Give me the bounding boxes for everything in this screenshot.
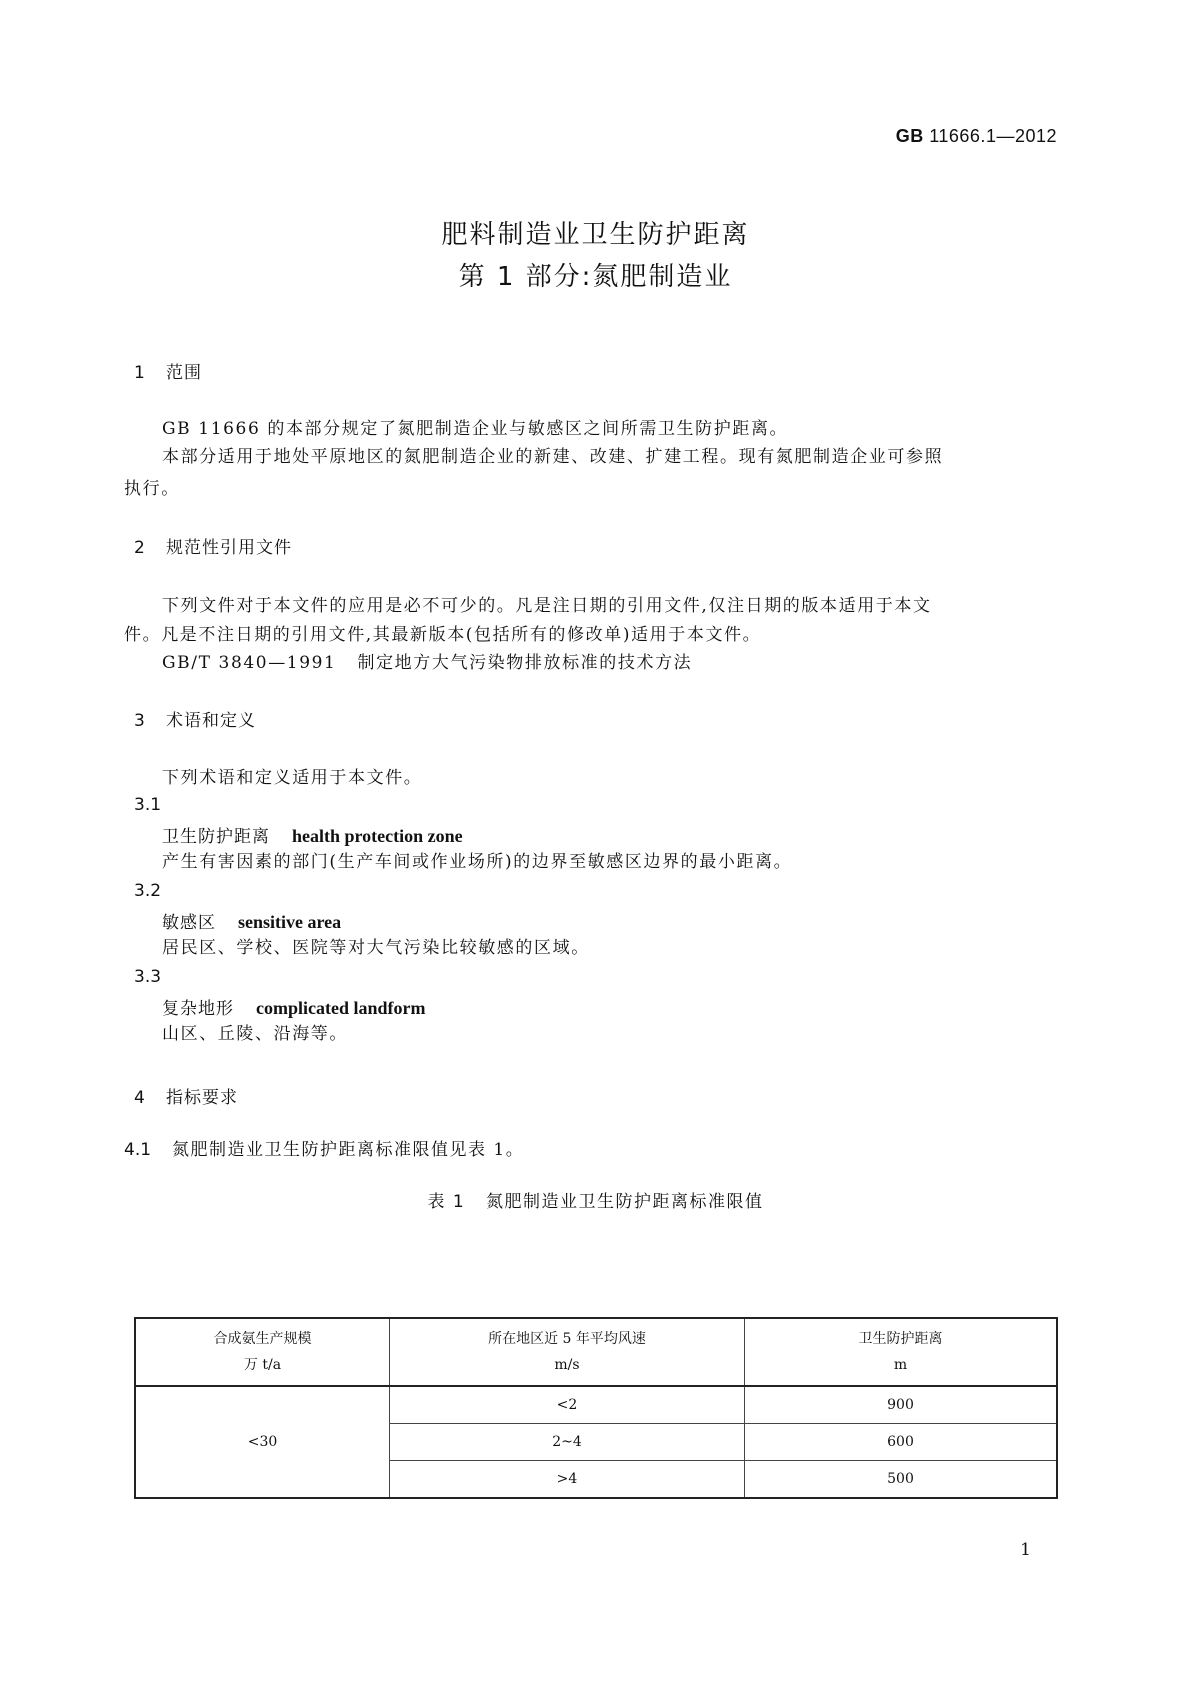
cell-distance: 900 — [745, 1386, 1058, 1424]
term-3-3 — [162, 994, 425, 1019]
clause-4-1-text: 氮肥制造业卫生防护距离标准限值见表 1。 — [172, 1140, 525, 1160]
cell-wind: >4 — [390, 1461, 745, 1499]
standard-code-number: 11666.1—2012 — [929, 126, 1057, 146]
term-3-2-en: sensitive area — [238, 912, 342, 932]
document-title: 肥料制造业卫生防护距离 — [441, 220, 750, 250]
section-4-title: 指标要求 — [166, 1088, 238, 1108]
term-3-2-definition: 居民区、学校、医院等对大气污染比较敏感的区域。 — [162, 938, 590, 958]
term-3-3-zh: 复杂地形 — [162, 999, 234, 1019]
section-2-heading — [134, 533, 292, 558]
section-2-number: 2 — [134, 538, 146, 558]
section-2-title: 规范性引用文件 — [166, 538, 292, 558]
term-3-3-en: complicated landform — [256, 998, 426, 1018]
section-3-title: 术语和定义 — [166, 711, 256, 731]
table-header-row — [135, 1318, 1057, 1386]
clause-4-1 — [124, 1135, 524, 1160]
document-subtitle: 第 1 部分:氮肥制造业 — [458, 262, 733, 292]
term-3-3-number: 3.3 — [134, 967, 162, 987]
header-protection-distance: 卫生防护距离 m — [745, 1318, 1058, 1386]
standard-code — [896, 126, 1057, 147]
cell-wind: <2 — [390, 1386, 745, 1424]
header-wind-speed: 所在地区近 5 年平均风速 m/s — [390, 1318, 745, 1386]
term-3-1-number: 3.1 — [134, 795, 162, 815]
section-1-title: 范围 — [166, 363, 202, 383]
term-3-2-zh: 敏感区 — [162, 913, 216, 933]
term-3-2-number: 3.2 — [134, 881, 162, 901]
section-1-paragraph-2: 本部分适用于地处平原地区的氮肥制造企业的新建、改建、扩建工程。现有氮肥制造企业可参照 — [162, 447, 944, 467]
section-3-intro: 下列术语和定义适用于本文件。 — [162, 768, 423, 788]
table-1 — [134, 1317, 1058, 1499]
cell-distance: 600 — [745, 1424, 1058, 1461]
section-2-paragraph-1: 下列文件对于本文件的应用是必不可少的。凡是注日期的引用文件,仅注日期的版本适用于本文 — [162, 596, 932, 616]
table-row — [135, 1386, 1057, 1424]
term-3-1-zh: 卫生防护距离 — [162, 827, 270, 847]
section-4-heading — [134, 1083, 238, 1108]
normative-reference: GB/T 3840—1991 制定地方大气污染物排放标准的技术方法 — [162, 653, 693, 673]
cell-wind: 2~4 — [390, 1424, 745, 1461]
section-3-number: 3 — [134, 711, 146, 731]
section-3-heading — [134, 706, 256, 731]
header-production-scale: 合成氨生产规模 万 t/a — [135, 1318, 390, 1386]
cell-distance: 500 — [745, 1461, 1058, 1499]
section-4-number: 4 — [134, 1088, 146, 1108]
section-1-number: 1 — [134, 363, 146, 383]
table-1-caption: 表 1 氮肥制造业卫生防护距离标准限值 — [427, 1192, 764, 1212]
term-3-1-en: health protection zone — [292, 826, 463, 846]
section-2-paragraph-1-cont: 件。凡是不注日期的引用文件,其最新版本(包括所有的修改单)适用于本文件。 — [124, 625, 762, 645]
page-number: 1 — [1020, 1540, 1031, 1560]
term-3-1-definition: 产生有害因素的部门(生产车间或作业场所)的边界至敏感区边界的最小距离。 — [162, 852, 793, 872]
term-3-2 — [162, 908, 341, 933]
section-1-paragraph-2-cont: 执行。 — [124, 479, 180, 499]
term-3-3-definition: 山区、丘陵、沿海等。 — [162, 1024, 348, 1044]
standard-code-prefix: GB — [895, 126, 924, 146]
term-3-1 — [162, 822, 463, 847]
cell-scale: <30 — [135, 1386, 390, 1498]
clause-4-1-number: 4.1 — [124, 1140, 152, 1160]
section-1-heading — [134, 358, 202, 383]
section-1-paragraph-1: GB 11666 的本部分规定了氮肥制造企业与敏感区之间所需卫生防护距离。 — [162, 419, 789, 439]
